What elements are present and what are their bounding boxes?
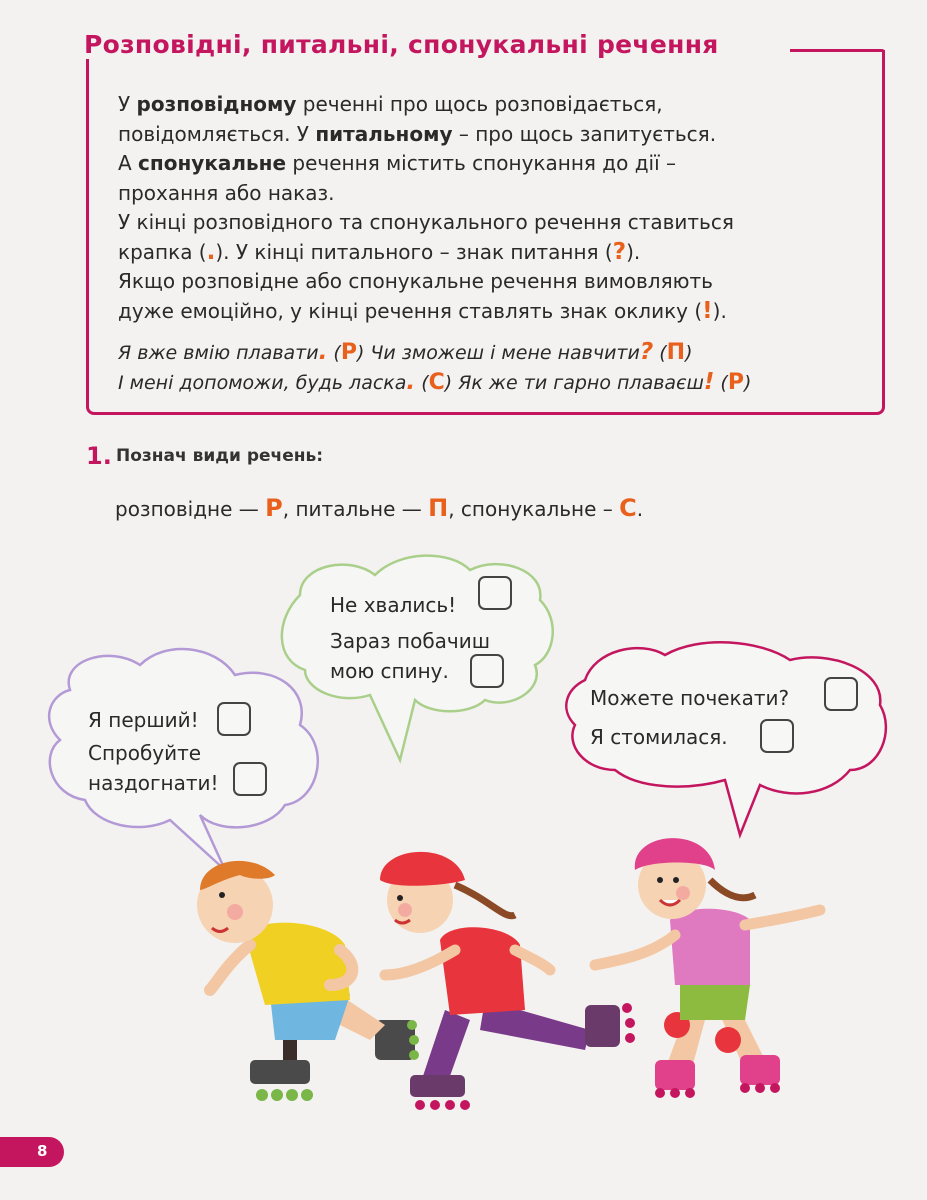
rule-line: А спонукальне речення містить спонукання до дії –: [118, 151, 676, 175]
answer-box-girl-2[interactable]: [760, 719, 794, 753]
answer-box-middle-2[interactable]: [470, 654, 504, 688]
rule-line: прохання або наказ.: [118, 180, 335, 205]
boy-character: [197, 861, 419, 1101]
bubble-boy-sentence-1: Я перший!: [88, 708, 199, 732]
bubble-girl-sentence-2: Я стомилася.: [590, 725, 728, 749]
rule-line: крапка (.). У кінці питального – знак питання (?).: [118, 238, 641, 265]
rule-line: повідомляється. У питальному – про щось запитується.: [118, 121, 717, 146]
task-legend: розповідне — Р, питальне — П, спонукальне – С.: [115, 494, 644, 522]
answer-box-boy-2[interactable]: [233, 762, 267, 796]
bubble-middle-sentence-1: Не хвались!: [330, 593, 457, 617]
bubble-girl-sentence-1: Можете почекати?: [590, 686, 790, 710]
answer-box-girl-1[interactable]: [824, 677, 858, 711]
bubble-middle-sentence-2a: Зараз побачиш: [330, 629, 491, 653]
answer-box-middle-1[interactable]: [478, 576, 512, 610]
bubble-middle-sentence-2b: мою спину.: [330, 659, 449, 683]
bubble-boy-sentence-2b: наздогнати!: [88, 771, 219, 795]
girl-pink-character: [595, 838, 820, 1098]
answer-box-boy-1[interactable]: [217, 702, 251, 736]
example-line: І мені допоможи, будь ласка. (С) Як же ти гарно плаваєш! (Р): [118, 369, 752, 395]
example-line: Я вже вмію плавати. (Р) Чи зможеш і мене навчити? (П): [118, 339, 693, 365]
task-instruction: Познач види речень:: [116, 446, 324, 466]
girl-red-character: [380, 852, 635, 1110]
rule-line: дуже емоційно, у кінці речення ставлять знак оклику (!).: [118, 297, 727, 324]
task-number: 1.: [86, 442, 112, 470]
page-number-tab: [0, 1137, 64, 1167]
rule-line: У розповідному реченні про щось розповідається,: [118, 92, 663, 116]
rule-line: У кінці розповідного та спонукального речення ставиться: [118, 210, 734, 234]
bubble-boy-sentence-2a: Спробуйте: [88, 741, 202, 765]
page-number: 8: [37, 1142, 48, 1160]
rule-line: Якщо розповідне або спонукальне речення вимовляють: [118, 269, 713, 293]
page-title: Розповідні, питальні, спонукальні речення: [78, 30, 727, 59]
